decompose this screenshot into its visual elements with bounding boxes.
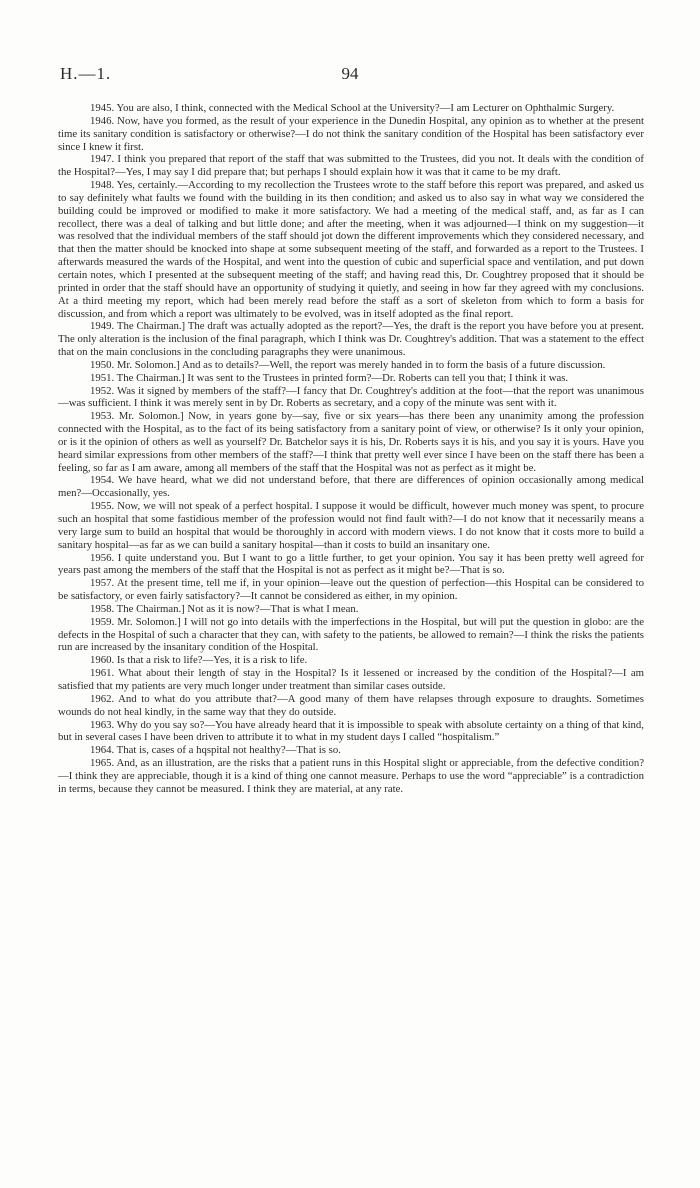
paragraph: 1954. We have heard, what we did not understand before, that there are differences of opinion occasionally among medical men?—Occasionally, yes. <box>58 474 644 500</box>
paragraph: 1963. Why do you say so?—You have already heard that it is impossible to speak with absolute certainty on a thing of that kind, but in several cases I have been driven to attribute it to what in my student days I called “hospitalism.” <box>58 718 644 744</box>
paragraph: 1947. I think you prepared that report of the staff that was submitted to the Trustees, did you not. It deals with the condition of the Hospital?—Yes, I may say I did prepare that; but perhaps I should explain how it was that it came to be my draft. <box>58 153 644 179</box>
paragraph: 1948. Yes, certainly.—According to my recollection the Trustees wrote to the staff before this report was prepared, and asked us to say definitely what faults we found with the building in its then condition; and asked us to also say in what way we considered the building could be improved or modified to make it more satisfactory. We had a meeting of the medical staff, and, as far as I can recollect, there was a deal of talking and but little done; and after the meeting, when it was adjourned—I think on my suggestion—it was resolved that the individual members of the staff should jot down the different improvements which they considered necessary, and that then the matter should be knocked into shape at some subsequent meeting of the staff, and forwarded as a report to the Trustees. I afterwards measured the wards of the Hospital, and went into the question of cubic and superficial space and ventilation, and put down certain notes, which I presented at the subsequent meeting of the staff; and having read this, Dr. Coughtrey proposed that it should be printed in order that the staff should have an opportunity of studying it quietly, and seeing in how far they agreed with my conclusions. At a third meeting my report, which had been merely read before the staff as a sort of skeleton from which to form a basis for discussion, and from which a report was ultimately to be evolved, was in itself adopted as the final report. <box>58 179 644 320</box>
paragraph: 1958. The Chairman.] Not as it is now?—That is what I mean. <box>90 602 359 615</box>
paragraph: 1952. Was it signed by members of the staff?—I fancy that Dr. Coughtrey's addition at the foot—that the report was unanimous—was sufficient. I think it was merely sent in by Dr. Roberts as secretary, and a copy of the minute was sent with it. <box>58 384 644 410</box>
paragraph: 1965. And, as an illustration, are the risks that a patient runs in this Hospital slight or appreciable, from the defective condition?—I think they are appreciable, though it is a kind of thing one cannot measure. Perhaps to use the word “appreciable” is a contradiction in terms, because they cannot be measured. I think they are material, at any rate. <box>58 757 644 795</box>
paragraph: 1945. You are also, I think, connected with the Medical School at the University?—I am Lecturer on Ophthalmic Surgery. <box>90 102 615 114</box>
paragraph: 1959. Mr. Solomon.] I will not go into details with the imperfections in the Hospital, but will put the question in globo: are the defects in the Hospital of such a character that they can, with safety to the patients, be allowed to remain?—I think the risks the patients run are increased by the insanitary condition of the Hospital. <box>58 615 644 654</box>
paragraph: 1951. The Chairman.] It was sent to the Trustees in printed form?—Dr. Roberts can tell you that; I think it was. <box>90 371 569 384</box>
paragraph: 1962. And to what do you attribute that?—A good many of them have relapses through exposure to draughts. Sometimes wounds do not heal kindly, in the same way that they do outside. <box>58 692 644 718</box>
paragraph: 1960. Is that a risk to life?—Yes, it is a risk to life. <box>90 654 308 667</box>
paragraph: 1961. What about their length of stay in the Hospital? Is it lessened or increased by the condition of the Hospital?—I am satisfied that my patients are very much longer under treatment than similar cases outside. <box>58 667 644 692</box>
paragraph: 1964. That is, cases of a hqspital not healthy?—That is so. <box>90 744 341 757</box>
document-reference: H.—1. <box>60 64 112 83</box>
paragraph: 1950. Mr. Solomon.] And as to details?—Well, the report was merely handed in to form the basis of a future discussion. <box>90 358 606 371</box>
paragraph: 1956. I quite understand you. But I want to go a little further, to get your opinion. You say it has been pretty well agreed for years past among the members of the staff that the Hospital is not as perfect as it might be?—That is so. <box>58 551 644 577</box>
document-body <box>58 102 644 796</box>
paragraph: 1957. At the present time, tell me if, in your opinion—leave out the question of perfection—this Hospital can be considered to be satisfactory, or even fairly satisfactory?—It cannot be considered as either, in my opinion. <box>58 577 644 603</box>
paragraph: 1949. The Chairman.] The draft was actually adopted as the report?—Yes, the draft is the report you have before you at present. The only alteration is the inclusion of the final paragraph, which I think was Dr. Coughtrey's addition. That was a statement to the effect that on the main conclusions in the concluding paragraphs they were unanimous. <box>58 320 644 359</box>
paragraph: 1946. Now, have you formed, as the result of your experience in the Dunedin Hospital, any opinion as to whether at the present time its sanitary condition is satisfactory or otherwise?—I do not think the sanitary condition of the Hospital has been satisfactory ever since I knew it first. <box>58 114 644 153</box>
page-number: 94 <box>341 64 359 83</box>
page-header <box>0 64 700 88</box>
paragraph: 1955. Now, we will not speak of a perfect hospital. I suppose it would be difficult, however much money was spent, to procure such an hospital that some fastidious member of the profession would not find fault with?—I do not know that it necessarily means a very large sum to build an hospital that would be thoroughly in accord with modern views. I do not know that it costs more to build a sanitary hospital—as far as we can build a sanitary hospital—than it costs to build an insanitary one. <box>58 500 644 551</box>
paragraph: 1953. Mr. Solomon.] Now, in years gone by—say, five or six years—has there been any unanimity among the profession connected with the Hospital, as to the fact of its being satisfactory from a sanitary point of view, or otherwise? Is it only your opinion, or is it the opinion of others as well as yourself? Dr. Batchelor says it is his, Dr. Roberts says it is his, and you say it is yours. Have you heard similar expressions from other members of the staff?—I think that pretty well ever since I have been on the staff there has been a feeling, so far as I am aware, among all members of the staff that the Hospital was not as perfect as it might be. <box>58 410 644 474</box>
